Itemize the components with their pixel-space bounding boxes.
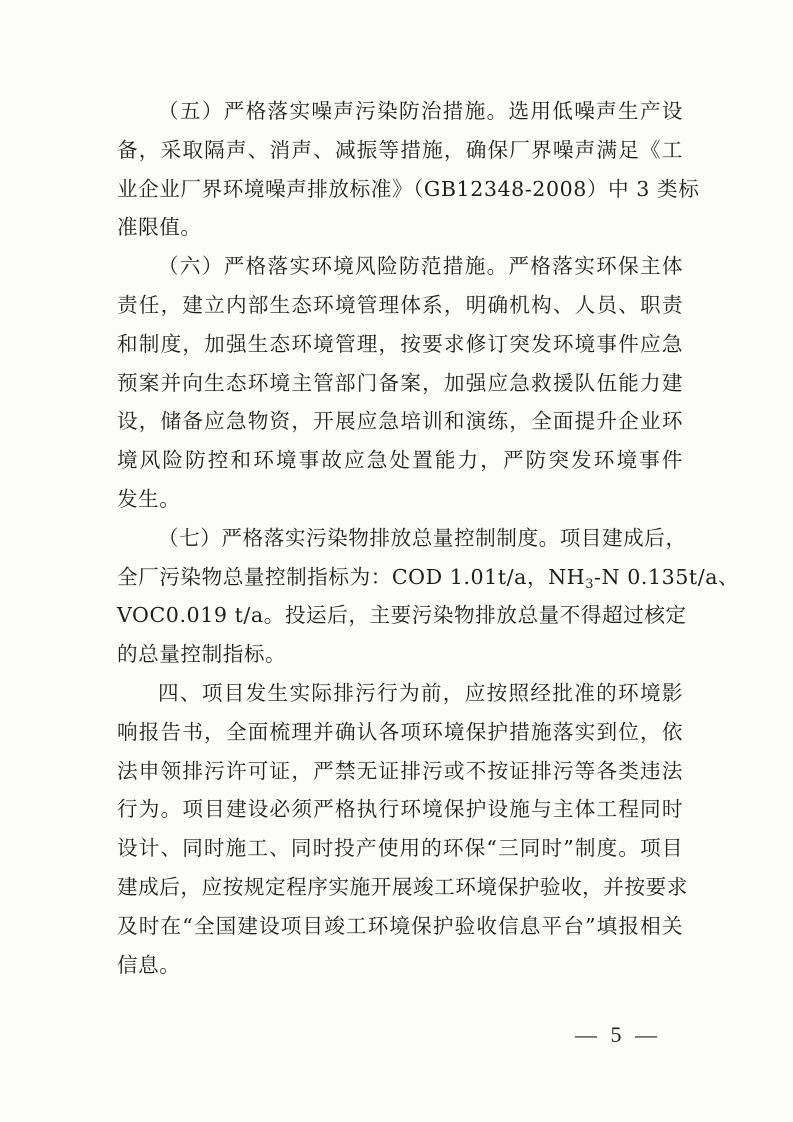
- text-line: 发生。: [117, 486, 181, 511]
- text-line: 预案并向生态环境主管部门备案，加强应急救援队伍能力建: [117, 370, 683, 395]
- body-text: [117, 92, 740, 984]
- text-line: 责任，建立内部生态环境管理体系，明确机构、人员、职责: [117, 292, 683, 317]
- paragraph-section-four: [117, 674, 688, 984]
- text-segment: 全厂污染物总量控制指标为：COD 1.01t/a，NH: [117, 564, 586, 589]
- text-line: 业企业厂界环境噪声排放标准》（GB12348-2008）中 3 类标: [117, 176, 700, 201]
- text-line: 信息。: [117, 952, 181, 977]
- text-line-emission-indicators: [117, 558, 740, 597]
- text-line: 建成后，应按规定程序实施开展竣工环境保护验收，并按要求: [117, 874, 688, 899]
- text-line: （五）严格落实噪声污染防治措施。选用低噪声生产设: [158, 99, 683, 123]
- text-line: （六）严格落实环境风险防范措施。严格落实环保主体: [158, 254, 683, 279]
- text-line: 四、项目发生实际排污行为前，应按照经批准的环境影: [158, 680, 683, 705]
- text-line: 法申领排污许可证，严禁无证排污或不按证排污等各类违法: [117, 758, 683, 783]
- text-line: 境风险防控和环境事故应急处置能力，严防突发环境事件: [117, 448, 683, 473]
- text-line: 响报告书，全面梳理并确认各项环境保护措施落实到位，依: [117, 719, 683, 744]
- text-line: 准限值。: [117, 215, 202, 240]
- text-segment: -N 0.135t/a、: [594, 564, 740, 589]
- paragraph-noise-control: [117, 92, 700, 247]
- subscript-3: 3: [585, 576, 595, 592]
- page-number: — 5 —: [575, 1022, 661, 1047]
- text-line: VOC0.019 t/a。投运后，主要污染物排放总量不得超过核定: [117, 603, 687, 628]
- text-line: 备，采取隔声、消声、减振等措施，确保厂界噪声满足《工: [117, 137, 683, 162]
- text-line: 的总量控制指标。: [117, 642, 287, 667]
- text-line: 设计、同时施工、同时投产使用的环保“三同时”制度。项目: [117, 836, 683, 861]
- text-line: 和制度，加强生态环境管理，按要求修订突发环境事件应急: [117, 331, 683, 356]
- text-line: 及时在“全国建设项目竣工环境保护验收信息平台”填报相关: [117, 913, 683, 938]
- paragraph-total-emission-control: [117, 519, 740, 674]
- paragraph-risk-prevention: [117, 247, 683, 519]
- text-line: 设，储备应急物资，开展应急培训和演练，全面提升企业环: [117, 409, 683, 434]
- text-line: 行为。项目建设必须严格执行环境保护设施与主体工程同时: [117, 797, 683, 822]
- text-line: （七）严格落实污染物排放总量控制制度。项目建成后，: [158, 525, 687, 550]
